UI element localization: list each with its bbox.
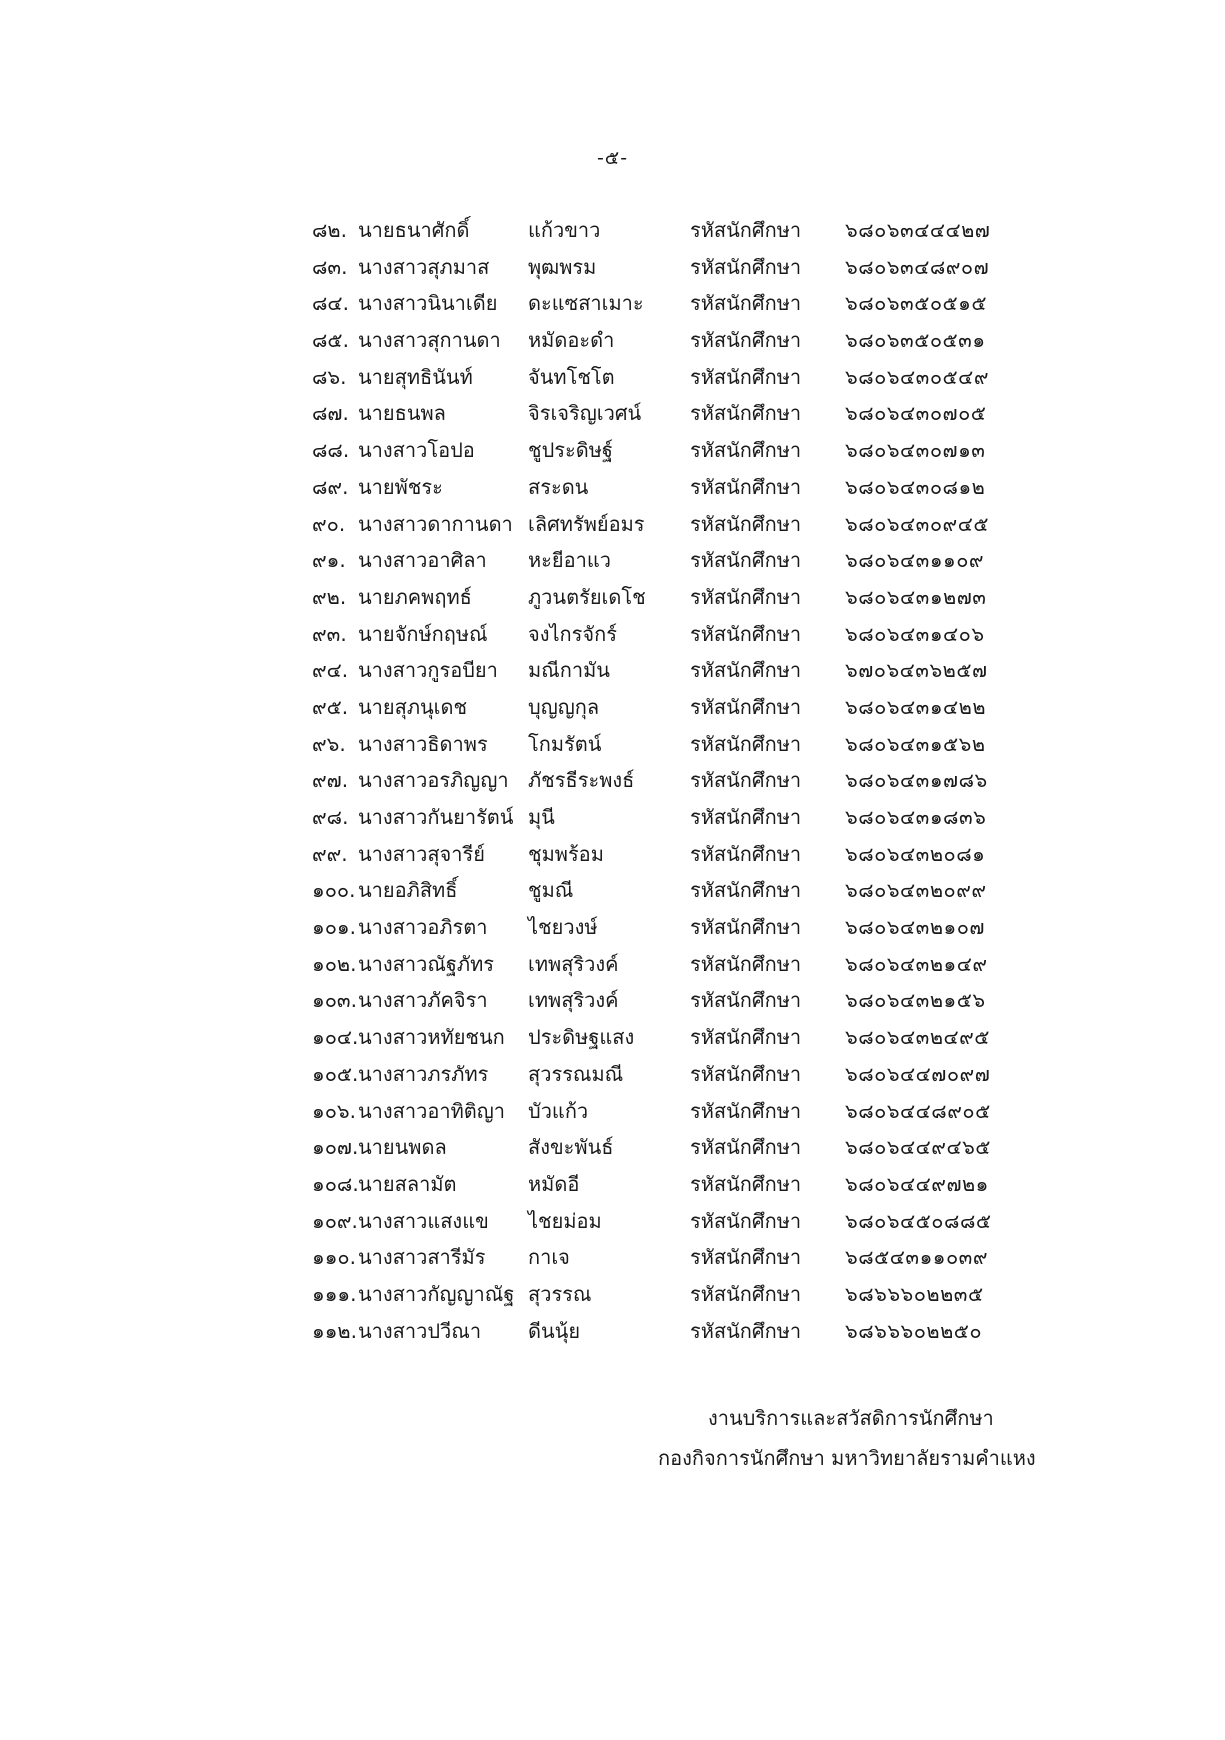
student-index: ๘๙.	[312, 474, 349, 499]
student-id: ๖๘๐๖๓๔๘๙๐๗	[845, 254, 990, 279]
student-index: ๑๑๐.	[312, 1245, 356, 1270]
student-index: ๙๔.	[312, 658, 349, 683]
student-id: ๖๘๐๖๔๓๑๒๗๓	[845, 584, 987, 609]
student-id: ๖๘๕๔๓๑๑๐๓๙	[845, 1245, 988, 1270]
student-surname: ชุมพร้อม	[528, 841, 604, 866]
student-id-label: รหัสนักศึกษา	[690, 474, 802, 499]
student-id: ๖๘๐๖๔๔๘๙๐๕	[845, 1098, 991, 1123]
student-id: ๖๘๐๖๔๓๐๗๐๕	[845, 401, 987, 426]
student-surname: ไชยม่อม	[528, 1208, 602, 1233]
student-row	[312, 616, 1092, 653]
student-surname: กาเจ	[528, 1245, 570, 1270]
student-id: ๖๘๐๖๓๕๐๕๑๕	[845, 291, 988, 316]
student-surname: บัวแก้ว	[528, 1098, 589, 1123]
student-row	[312, 726, 1092, 763]
student-id: ๖๘๐๖๔๓๐๙๔๕	[845, 511, 989, 536]
student-index: ๘๕.	[312, 328, 349, 353]
student-index: ๙๖.	[312, 731, 346, 756]
student-id-label: รหัสนักศึกษา	[690, 1281, 802, 1306]
student-id-label: รหัสนักศึกษา	[690, 438, 802, 463]
student-id-label: รหัสนักศึกษา	[690, 1098, 802, 1123]
student-row	[312, 799, 1092, 836]
student-id-label: รหัสนักศึกษา	[690, 1135, 802, 1160]
student-index: ๑๑๑.	[312, 1281, 357, 1306]
student-surname: เทพสุริวงค์	[528, 988, 619, 1013]
student-id-label: รหัสนักศึกษา	[690, 1245, 802, 1270]
student-row	[312, 982, 1092, 1019]
student-surname: โกมรัตน์	[528, 731, 602, 756]
student-given-name: นางสาวโอปอ	[358, 438, 475, 463]
student-id: ๖๘๐๖๔๓๑๔๒๒	[845, 694, 987, 719]
student-index: ๑๐๙.	[312, 1208, 358, 1233]
student-id-label: รหัสนักศึกษา	[690, 658, 802, 683]
student-row	[312, 1056, 1092, 1093]
student-id: ๖๘๐๖๔๓๑๘๓๖	[845, 805, 987, 829]
student-id: ๖๘๐๖๔๓๒๑๕๖	[845, 988, 986, 1013]
student-id-label: รหัสนักศึกษา	[690, 364, 802, 389]
student-given-name: นายภคพฤทธ์	[358, 584, 472, 609]
student-row	[312, 469, 1092, 506]
student-index: ๙๕.	[312, 694, 349, 719]
student-row	[312, 506, 1092, 543]
student-row	[312, 1166, 1092, 1203]
student-index: ๙๑.	[312, 548, 346, 573]
student-id: ๖๘๐๖๔๓๒๐๙๙	[845, 878, 987, 903]
student-id-label: รหัสนักศึกษา	[690, 768, 802, 793]
student-given-name: นางสาวกูรอบียา	[358, 658, 498, 683]
student-given-name: นางสาวธิดาพร	[358, 731, 488, 756]
student-id-label: รหัสนักศึกษา	[690, 988, 802, 1013]
student-surname: มุนี	[528, 805, 555, 829]
student-row	[312, 1276, 1092, 1313]
student-surname: ชูประดิษฐ์	[528, 438, 613, 463]
student-surname: จิรเจริญเวศน์	[528, 401, 642, 426]
signature-block	[640, 1398, 1060, 1478]
student-surname: สุวรรณ	[528, 1281, 592, 1306]
student-surname: แก้วขาว	[528, 218, 601, 242]
student-id-label: รหัสนักศึกษา	[690, 328, 802, 353]
student-id: ๖๘๐๖๔๓๑๗๘๖	[845, 768, 988, 793]
student-row	[312, 285, 1092, 322]
student-given-name: นายนพดล	[358, 1135, 447, 1160]
student-index: ๙๘.	[312, 805, 349, 829]
footer-division: กองกิจการนักศึกษา มหาวิทยาลัยรามคำแหง	[658, 1446, 1036, 1470]
student-id-label: รหัสนักศึกษา	[690, 805, 802, 829]
student-row	[312, 1203, 1092, 1240]
student-id-label: รหัสนักศึกษา	[690, 1171, 802, 1196]
student-id-label: รหัสนักศึกษา	[690, 878, 802, 903]
student-given-name: นางสาวแสงแข	[358, 1208, 489, 1233]
student-id: ๖๘๐๖๓๔๔๔๒๗	[845, 218, 991, 242]
student-given-name: นายสุทธินันท์	[358, 364, 473, 389]
student-index: ๙๐.	[312, 511, 346, 536]
student-given-name: นายธนพล	[358, 401, 446, 426]
student-index: ๙๗.	[312, 768, 349, 793]
student-row	[312, 1313, 1092, 1350]
student-id-label: รหัสนักศึกษา	[690, 1025, 802, 1050]
student-id: ๖๘๐๖๔๔๙๗๒๑	[845, 1171, 989, 1196]
student-id: ๖๘๐๖๔๓๑๑๐๙	[845, 548, 985, 573]
student-row	[312, 212, 1092, 249]
student-given-name: นางสาวปวีณา	[358, 1318, 482, 1343]
student-index: ๙๒.	[312, 584, 347, 609]
student-surname: หะยีอาแว	[528, 548, 612, 573]
student-id-label: รหัสนักศึกษา	[690, 254, 802, 279]
student-row	[312, 652, 1092, 689]
student-id-label: รหัสนักศึกษา	[690, 511, 802, 536]
student-given-name: นายสลามัต	[358, 1171, 457, 1196]
student-id: ๖๘๐๖๔๓๑๔๐๖	[845, 621, 985, 646]
student-index: ๑๐๘.	[312, 1171, 359, 1196]
student-given-name: นางสาวอรภิญญา	[358, 768, 509, 793]
student-given-name: นายพัชระ	[358, 474, 443, 499]
student-row	[312, 359, 1092, 396]
student-row	[312, 432, 1092, 469]
student-row	[312, 946, 1092, 983]
student-id-label: รหัสนักศึกษา	[690, 694, 802, 719]
student-id: ๖๘๖๖๖๐๒๒๓๕	[845, 1281, 984, 1306]
student-surname: ไชยวงษ์	[528, 915, 598, 940]
student-given-name: นายสุภนุเดช	[358, 694, 468, 719]
student-surname: ภัชรธีระพงธ์	[528, 768, 635, 793]
student-index: ๘๔.	[312, 291, 349, 316]
student-index: ๑๐๒.	[312, 951, 357, 976]
student-index: ๑๐๗.	[312, 1135, 359, 1160]
student-id: ๖๘๐๖๔๔๗๐๙๗	[845, 1061, 991, 1086]
student-id: ๖๘๐๖๔๓๒๑๔๙	[845, 951, 988, 976]
student-surname: หมัดอี	[528, 1171, 580, 1196]
student-given-name: นายอภิสิทธิ์	[358, 878, 458, 903]
student-id: ๖๘๖๖๖๐๒๒๕๐	[845, 1318, 983, 1343]
student-given-name: นางสาวภรภัทร	[358, 1061, 489, 1086]
student-index: ๙๙.	[312, 841, 348, 866]
student-index: ๘๓.	[312, 254, 348, 279]
student-id-label: รหัสนักศึกษา	[690, 1208, 802, 1233]
student-row	[312, 1019, 1092, 1056]
student-id: ๖๘๐๖๔๓๐๗๑๓	[845, 438, 986, 463]
student-id-label: รหัสนักศึกษา	[690, 621, 802, 646]
student-id-label: รหัสนักศึกษา	[690, 951, 802, 976]
student-surname: บุญญกุล	[528, 694, 600, 719]
student-row	[312, 872, 1092, 909]
student-id: ๖๘๐๖๔๕๐๘๘๕	[845, 1208, 992, 1233]
student-given-name: นางสาวสุกานดา	[358, 328, 501, 353]
student-id: ๖๗๐๖๔๓๖๒๕๗	[845, 658, 988, 683]
student-row	[312, 689, 1092, 726]
student-id-label: รหัสนักศึกษา	[690, 915, 802, 940]
footer-unit: งานบริการและสวัสดิการนักศึกษา	[708, 1406, 994, 1430]
student-id-label: รหัสนักศึกษา	[690, 291, 802, 316]
student-given-name: นางสาวดากานดา	[358, 511, 513, 536]
student-id: ๖๘๐๖๔๓๒๐๘๑	[845, 841, 986, 866]
student-given-name: นางสาวอาศิลา	[358, 548, 487, 573]
student-given-name: นางสาวหทัยชนก	[358, 1025, 505, 1050]
student-index: ๙๓.	[312, 621, 347, 646]
student-given-name: นางสาวอภิรตา	[358, 915, 488, 940]
student-row	[312, 249, 1092, 286]
student-id-label: รหัสนักศึกษา	[690, 731, 802, 756]
student-given-name: นางสาวกันยารัตน์	[358, 805, 514, 829]
student-given-name: นางสาวนินาเดีย	[358, 291, 498, 316]
student-surname: ภูวนตรัยเดโช	[528, 584, 646, 609]
student-row	[312, 395, 1092, 432]
page-number: -๕-	[596, 147, 629, 169]
student-given-name: นายธนาศักดิ์	[358, 218, 470, 242]
student-given-name: นางสาวสารีมัร	[358, 1245, 486, 1270]
student-row	[312, 322, 1092, 359]
student-row	[312, 1129, 1092, 1166]
student-surname: ดะแซสาเมาะ	[528, 291, 644, 316]
student-index: ๑๑๒.	[312, 1318, 357, 1343]
student-id-label: รหัสนักศึกษา	[690, 218, 802, 242]
student-index: ๑๐๑.	[312, 915, 356, 940]
student-index: ๑๐๐.	[312, 878, 356, 903]
student-index: ๘๒.	[312, 218, 347, 242]
student-row	[312, 542, 1092, 579]
student-id-label: รหัสนักศึกษา	[690, 584, 802, 609]
student-surname: ประดิษฐแสง	[528, 1025, 635, 1050]
student-index: ๑๐๕.	[312, 1061, 359, 1086]
student-row	[312, 1239, 1092, 1276]
student-surname: จันทโชโต	[528, 364, 615, 389]
student-id: ๖๘๐๖๔๔๙๔๖๕	[845, 1135, 991, 1160]
student-index: ๘๖.	[312, 364, 347, 389]
student-surname: พุฒพรม	[528, 254, 597, 279]
student-given-name: นางสาวอาทิติญา	[358, 1098, 506, 1123]
student-index: ๑๐๖.	[312, 1098, 356, 1123]
student-row	[312, 762, 1092, 799]
student-id: ๖๘๐๖๔๓๐๘๑๒	[845, 474, 986, 499]
student-row	[312, 909, 1092, 946]
student-surname: จงไกรจักร์	[528, 621, 617, 646]
student-surname: ชูมณี	[528, 878, 574, 903]
student-index: ๑๐๔.	[312, 1025, 359, 1050]
student-surname: เลิศทรัพย์อมร	[528, 511, 645, 536]
student-id: ๖๘๐๖๔๓๒๔๙๕	[845, 1025, 990, 1050]
student-row	[312, 836, 1092, 873]
student-surname: มณีกามัน	[528, 658, 610, 683]
student-list	[312, 212, 1092, 1349]
student-surname: ดีนนุ้ย	[528, 1318, 581, 1343]
student-index: ๘๘.	[312, 438, 350, 463]
student-id-label: รหัสนักศึกษา	[690, 1318, 802, 1343]
student-given-name: นายจักษ์กฤษณ์	[358, 621, 488, 646]
student-surname: สุวรรณมณี	[528, 1061, 624, 1086]
student-surname: สระดน	[528, 474, 589, 499]
student-given-name: นางสาวภัคจิรา	[358, 988, 488, 1013]
student-id: ๖๘๐๖๔๓๐๕๔๙	[845, 364, 989, 389]
student-index: ๑๐๓.	[312, 988, 357, 1013]
student-id: ๖๘๐๖๔๓๑๕๖๒	[845, 731, 986, 756]
student-row	[312, 579, 1092, 616]
student-surname: เทพสุริวงค์	[528, 951, 619, 976]
student-row	[312, 1093, 1092, 1130]
student-id-label: รหัสนักศึกษา	[690, 1061, 802, 1086]
student-given-name: นางสาวสุภมาส	[358, 254, 490, 279]
student-given-name: นางสาวณัฐภัทร	[358, 951, 495, 976]
student-index: ๘๗.	[312, 401, 349, 426]
student-id-label: รหัสนักศึกษา	[690, 401, 802, 426]
student-id: ๖๘๐๖๔๓๒๑๐๗	[845, 915, 985, 940]
student-id-label: รหัสนักศึกษา	[690, 548, 802, 573]
student-given-name: นางสาวกัญญาณัฐ	[358, 1281, 515, 1306]
student-surname: หมัดอะดำ	[528, 328, 615, 353]
student-given-name: นางสาวสุจารีย์	[358, 841, 485, 866]
student-id: ๖๘๐๖๓๕๐๕๓๑	[845, 328, 986, 353]
student-id-label: รหัสนักศึกษา	[690, 841, 802, 866]
student-surname: สังขะพันธ์	[528, 1135, 614, 1160]
